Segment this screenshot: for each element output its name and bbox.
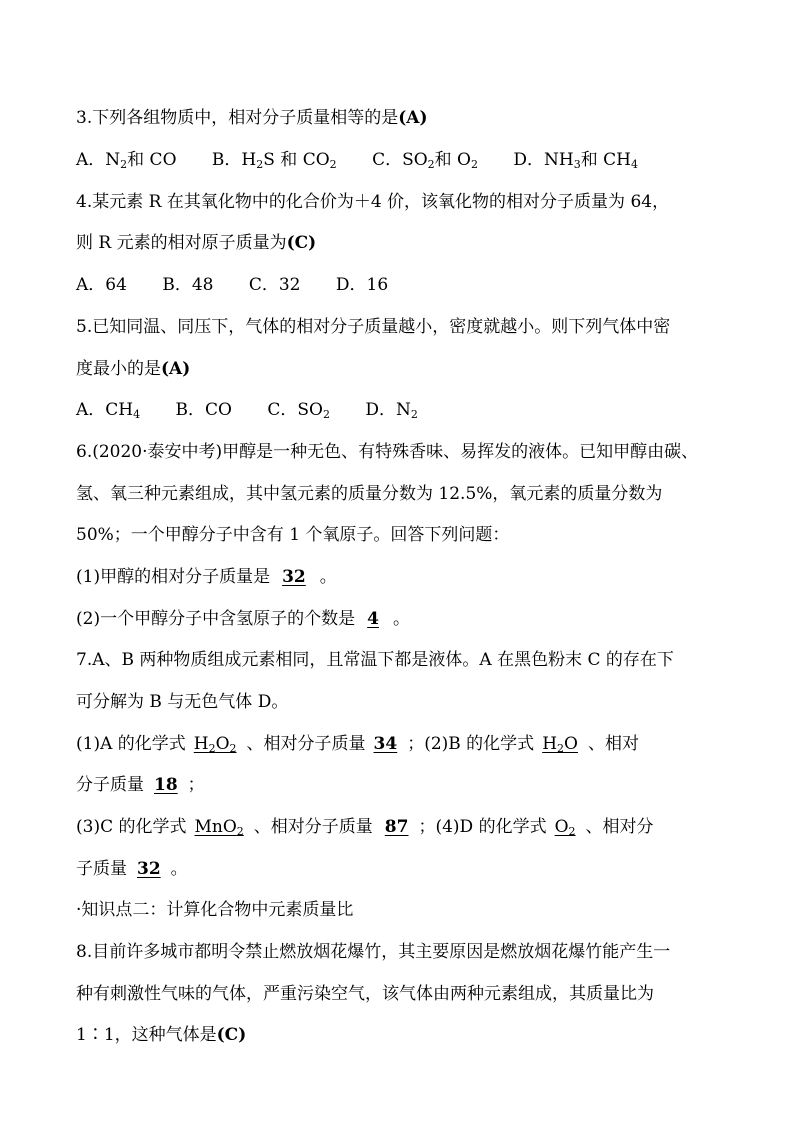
q6-sub-2: (2)一个甲醇分子中含氢原子的个数是 4 。 [76, 609, 410, 629]
q7-line-1: 7.A、B 两种物质组成元素相同，且常温下都是液体。A 在黑色粉末 C 的存在下 [76, 650, 674, 670]
q8-answer: (C) [216, 1025, 247, 1045]
q4-answer: (C) [286, 233, 317, 253]
q3-options [76, 148, 638, 172]
q7-formula-b: $H_2O$ [542, 734, 578, 755]
q4-option-a: A．64 [76, 275, 127, 295]
q4-options [76, 273, 388, 297]
q8-line-3: 1∶1，这种气体是(C) [76, 1025, 247, 1045]
q5-line-1: 5.已知同温、同压下，气体的相对分子质量越小，密度就越小。则下列气体中密 [76, 317, 671, 337]
q4-line-1: 4.某元素 R 在其氧化物中的化合价为＋4 价，该氧化物的相对分子质量为 64， [76, 192, 670, 212]
q5-option-d: D．$N_2$ [365, 400, 418, 421]
q5-answer: (A) [161, 359, 191, 379]
q4-option-d: D．16 [335, 275, 389, 295]
q6-line-2: 氢、氧三种元素组成，其中氢元素的质量分数为 12.5%，氧元素的质量分数为 [76, 484, 663, 504]
q3-answer: (A) [398, 108, 428, 128]
q6-answer-1: 32 [282, 567, 306, 587]
q4-option-b: B．48 [162, 275, 214, 295]
q5-line-2: 度最小的是(A) [76, 359, 191, 379]
q3-option-c: C．$SO_2$和 $O_2$ [372, 150, 478, 171]
q7-mass-c: 87 [384, 817, 409, 837]
q7-line-2: 可分解为 B 与无色气体 D。 [76, 692, 289, 712]
q3-option-a: A．$N_2$和 CO [76, 150, 177, 171]
q5-options [76, 398, 418, 422]
q6-line-3: 50%；一个甲醇分子中含有 1 个氧原子。回答下列问题： [76, 525, 510, 545]
q7-formula-a: $H_2O_2$ [193, 734, 237, 755]
q5-option-b: B．CO [175, 400, 232, 420]
q3-option-d: D．$NH_3$和 $CH_4$ [513, 150, 638, 171]
q7-formula-d: $O_2$ [554, 817, 576, 838]
q5-option-c: C．$SO_2$ [267, 400, 330, 421]
q7-part-3-4: (3)C 的化学式 MnO$_2$ 、相对分子质量 87 ；(4)D 的化学式 $O_2$ 、相对分 [76, 817, 654, 838]
q7-part-2-cont: 分子质量 18 ； [76, 775, 205, 795]
q4-line-2: 则 R 元素的相对原子质量为(C) [76, 233, 317, 253]
q7-part-1-2: (1)A 的化学式 $H_2O_2$ 、相对分子质量 34 ；(2)B 的化学式 $H_2O$ 、相对 [76, 734, 639, 755]
q3-stem: 3.下列各组物质中，相对分子质量相等的是(A) [76, 108, 428, 128]
q6-answer-2: 4 [367, 609, 379, 629]
q7-part-4-cont: 子质量 32 。 [76, 859, 188, 879]
q7-formula-c: MnO$_2$ [194, 817, 244, 838]
q7-mass-d: 32 [137, 859, 161, 879]
q5-option-a: A．$CH_4$ [76, 400, 141, 421]
q8-line-2: 种有刺激性气味的气体，严重污染空气，该气体由两种元素组成，其质量比为 [76, 984, 654, 1004]
section-heading: ·知识点二：计算化合物中元素质量比 [76, 900, 354, 920]
q6-sub-1: (1)甲醇的相对分子质量是 32 。 [76, 567, 337, 587]
q7-mass-a: 34 [373, 734, 398, 754]
q7-mass-b: 18 [154, 775, 178, 795]
q8-line-1: 8.目前许多城市都明令禁止燃放烟花爆竹，其主要原因是燃放烟花爆竹能产生一 [76, 942, 671, 962]
q3-option-b: B．$H_2S$ 和 $CO_2$ [211, 150, 337, 171]
q4-option-c: C．32 [248, 275, 301, 295]
q6-line-1: 6.(2020·泰安中考)甲醇是一种无色、有特殊香味、易挥发的液体。已知甲醇由碳、 [76, 442, 699, 462]
